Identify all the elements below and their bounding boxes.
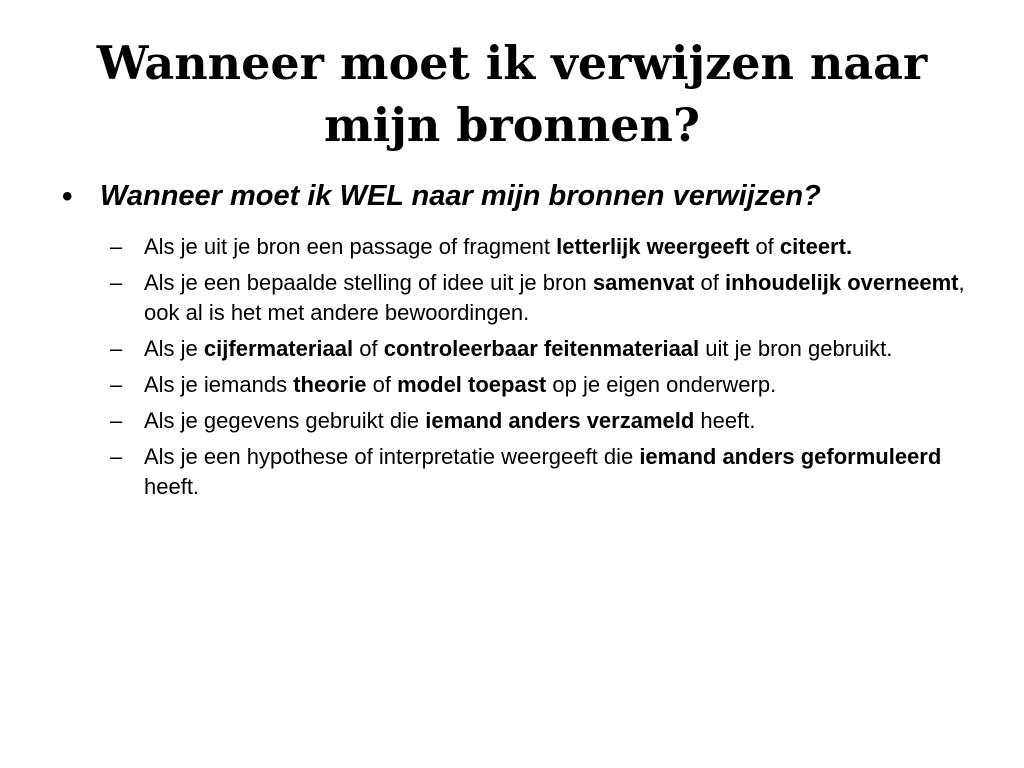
sub-list	[100, 232, 986, 502]
dash-marker: –	[110, 234, 123, 259]
sub-item-text	[144, 370, 986, 400]
sub-list-item	[100, 232, 986, 262]
plain-text: Als je gegevens gebruikt die	[144, 408, 426, 433]
plain-text: , ook al is het met andere bewoordingen.	[144, 270, 965, 325]
dash-marker: –	[110, 372, 123, 397]
bold-text: inhoudelijk overneemt	[724, 270, 959, 295]
bold-text: cijfermateriaal	[203, 336, 354, 361]
dash-marker: –	[110, 408, 123, 433]
slide-title: Wanneer moet ik verwijzen naar mijn bronnen?	[96, 36, 928, 152]
sub-item-text	[144, 442, 986, 502]
bold-text: theorie	[293, 372, 367, 397]
sub-list-item	[100, 442, 986, 502]
plain-text: heeft.	[694, 408, 756, 433]
bullet-item	[56, 180, 986, 214]
plain-text: op je eigen onderwerp.	[546, 372, 777, 397]
plain-text: uit je bron gebruikt.	[699, 336, 893, 361]
bold-text: iemand anders geformuleerd	[639, 444, 942, 469]
bold-text: samenvat	[592, 270, 695, 295]
bold-text: controleerbaar feitenmateriaal	[383, 336, 700, 361]
bold-text: model toepast	[397, 372, 547, 397]
bullet-text: Wanneer moet ik WEL naar mijn bronnen verwijzen?	[100, 180, 821, 212]
dash-marker: –	[110, 336, 123, 361]
plain-text: of	[366, 372, 398, 397]
sub-list-item	[100, 334, 986, 364]
sub-list-item	[100, 406, 986, 436]
sub-item-text	[144, 334, 986, 364]
sub-item-text	[144, 268, 986, 328]
slide-content	[56, 180, 986, 508]
bullet-marker: •	[62, 180, 73, 213]
plain-text: of	[353, 336, 384, 361]
sub-item-text	[144, 232, 986, 262]
plain-text: Als je een hypothese of interpretatie weergeeft die	[144, 444, 640, 469]
sub-list-item	[100, 370, 986, 400]
sub-list-item	[100, 268, 986, 328]
plain-text: Als je iemands	[144, 372, 294, 397]
sub-item-text	[144, 406, 986, 436]
plain-text: heeft.	[144, 474, 200, 499]
dash-marker: –	[110, 270, 123, 295]
bold-text: iemand anders verzameld	[425, 408, 695, 433]
dash-marker: –	[110, 444, 123, 469]
plain-text: Als je een bepaalde stelling of idee uit je bron	[144, 270, 593, 295]
plain-text: Als je uit je bron een passage of fragment	[144, 234, 557, 259]
plain-text: of	[749, 234, 780, 259]
bold-text: citeert.	[779, 234, 853, 259]
plain-text: Als je	[144, 336, 204, 361]
plain-text: of	[694, 270, 725, 295]
bold-text: letterlijk weergeeft	[556, 234, 750, 259]
